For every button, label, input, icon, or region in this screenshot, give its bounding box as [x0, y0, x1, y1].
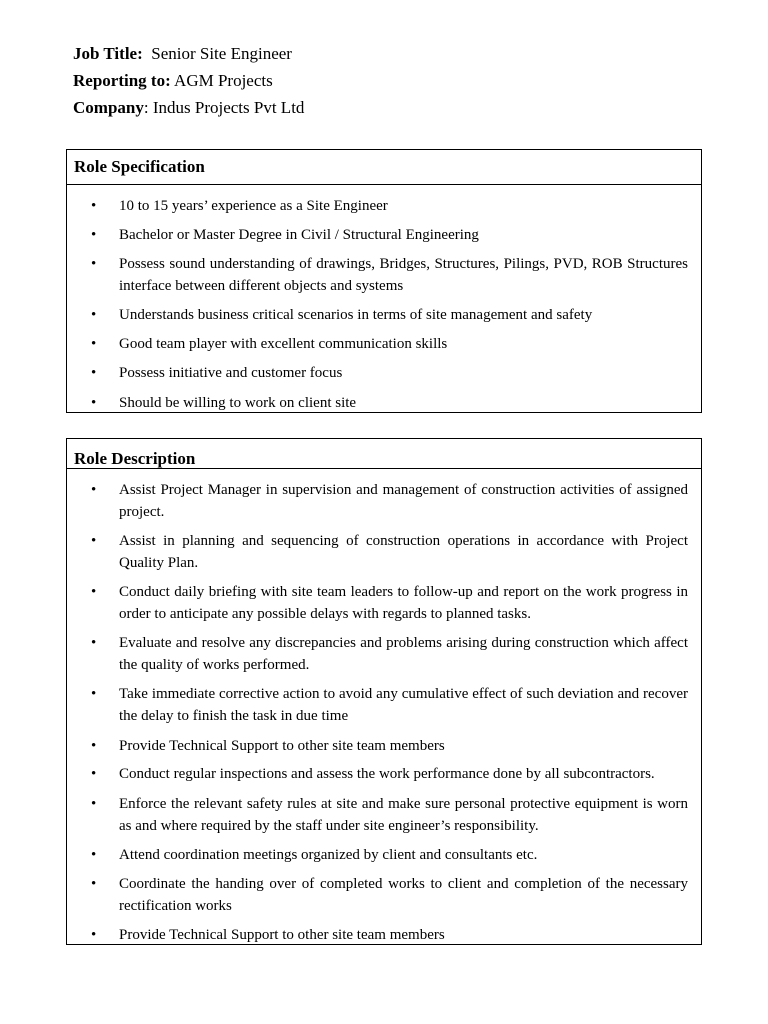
list-item-text: Attend coordination meetings organized by client and consultants etc.	[119, 847, 538, 863]
list-item	[67, 924, 701, 946]
company-label: Company	[73, 98, 144, 117]
bullet-icon: •	[91, 738, 97, 754]
list-item-text: Bachelor or Master Degree in Civil / Structural Engineering	[119, 227, 479, 243]
list-item	[67, 763, 701, 785]
list-item-text: Assist Project Manager in supervision and management of construction activities of assigned project.	[119, 482, 688, 520]
list-item	[67, 479, 701, 523]
list-item	[67, 793, 701, 837]
list-item-text: Conduct regular inspections and assess the work performance done by all subcontractors.	[119, 766, 655, 782]
company-value: : Indus Projects Pvt Ltd	[143, 98, 305, 117]
bullet-icon: •	[91, 796, 97, 812]
list-item	[67, 683, 701, 727]
bullet-icon: •	[91, 336, 97, 352]
bullet-icon: •	[91, 482, 97, 498]
role-specification-title: Role Specification	[67, 150, 701, 185]
role-description-box	[66, 438, 702, 945]
list-item	[67, 873, 701, 917]
company-line	[73, 94, 304, 121]
list-item-text: Assist in planning and sequencing of construction operations in accordance with Project Quality Plan.	[119, 533, 688, 571]
list-item	[67, 362, 701, 384]
list-item-text: Good team player with excellent communication skills	[119, 336, 448, 352]
bullet-icon: •	[91, 686, 97, 702]
bullet-icon: •	[91, 584, 97, 600]
list-item-text: Understands business critical scenarios in terms of site management and safety	[119, 307, 593, 323]
list-item	[67, 844, 701, 866]
role-description-title: Role Description	[67, 439, 701, 469]
list-item-text: Conduct daily briefing with site team leaders to follow-up and report on the work progress in order to anticipate any possible delays with regards to planned tasks.	[119, 584, 688, 622]
list-item	[67, 632, 701, 676]
list-item	[67, 392, 701, 414]
job-title-value: Senior Site Engineer	[151, 44, 292, 63]
bullet-icon: •	[91, 847, 97, 863]
list-item-text: Take immediate corrective action to avoid any cumulative effect of such deviation and recover the delay to finish the task in due time	[119, 686, 688, 724]
list-item	[67, 333, 701, 355]
list-item	[67, 253, 701, 297]
role-specification-box	[66, 149, 702, 413]
reporting-label: Reporting to:	[73, 71, 171, 90]
list-item-text: Possess initiative and customer focus	[119, 365, 343, 381]
job-title-line	[73, 40, 304, 67]
job-title-label: Job Title:	[73, 44, 143, 63]
bullet-icon: •	[91, 256, 97, 272]
list-item-text: Enforce the relevant safety rules at site and make sure personal protective equipment is worn as and where required by the staff under site engineer’s responsibility.	[119, 796, 688, 834]
list-item	[67, 224, 701, 246]
list-item-text: Possess sound understanding of drawings, Bridges, Structures, Pilings, PVD, ROB Structures interface between different objects and systems	[119, 256, 688, 294]
list-item	[67, 530, 701, 574]
list-item-text: 10 to 15 years’ experience as a Site Engineer	[119, 198, 388, 214]
list-item	[67, 304, 701, 326]
bullet-icon: •	[91, 766, 97, 782]
bullet-icon: •	[91, 227, 97, 243]
list-item	[67, 581, 701, 625]
list-item-text: Coordinate the handing over of completed works to client and completion of the necessary rectification works	[119, 876, 688, 914]
bullet-icon: •	[91, 198, 97, 214]
job-header	[73, 40, 304, 121]
bullet-icon: •	[91, 635, 97, 651]
reporting-value: AGM Projects	[174, 71, 273, 90]
bullet-icon: •	[91, 876, 97, 892]
bullet-icon: •	[91, 307, 97, 323]
bullet-icon: •	[91, 927, 97, 943]
bullet-icon: •	[91, 365, 97, 381]
list-item-text: Provide Technical Support to other site team members	[119, 927, 445, 943]
bullet-icon: •	[91, 395, 97, 411]
list-item-text: Provide Technical Support to other site team members	[119, 738, 445, 754]
list-item	[67, 195, 701, 217]
list-item-text: Should be willing to work on client site	[119, 395, 357, 411]
reporting-line	[73, 67, 304, 94]
bullet-icon: •	[91, 533, 97, 549]
list-item-text: Evaluate and resolve any discrepancies and problems arising during construction which affect the quality of works performed.	[119, 635, 688, 673]
list-item	[67, 735, 701, 757]
